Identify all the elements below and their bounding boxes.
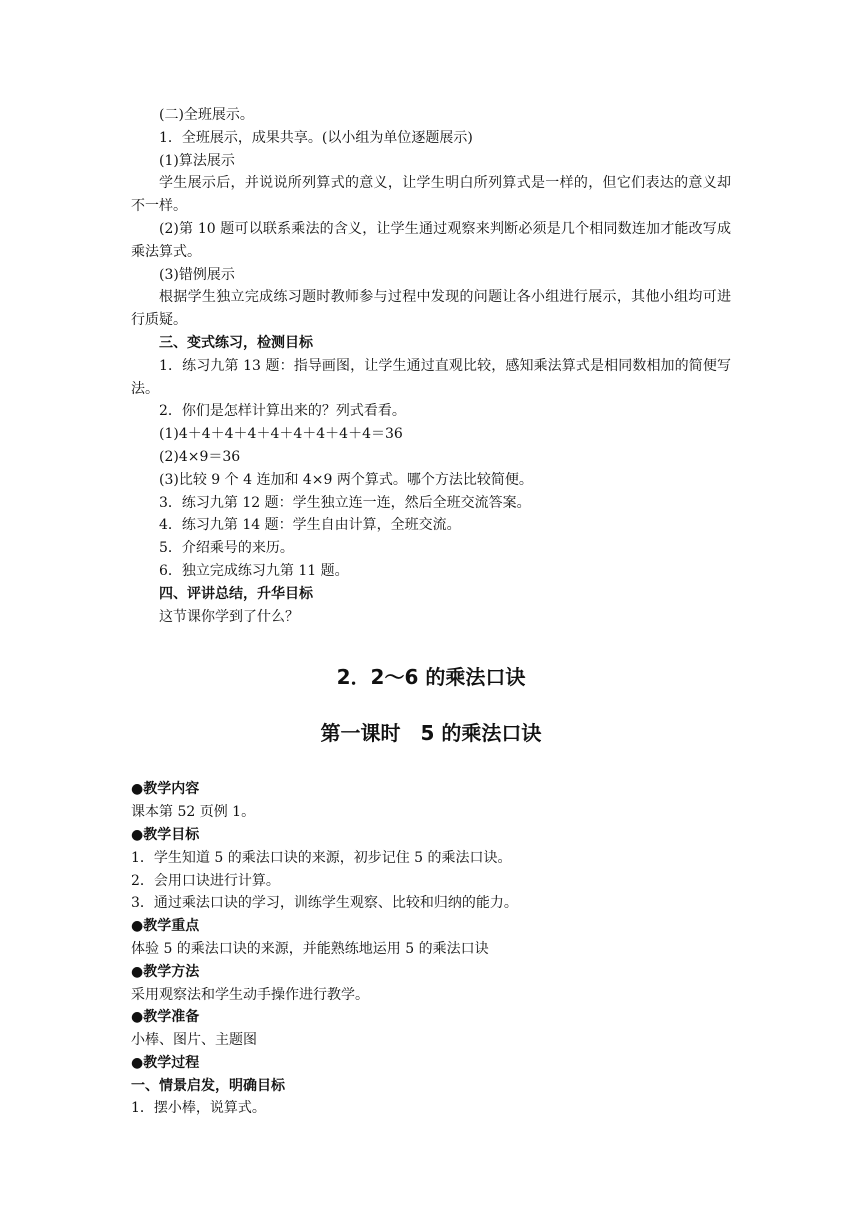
line-compare-formulas: (3)比较 9 个 4 连加和 4×9 两个算式。哪个方法比较简便。 — [159, 471, 533, 488]
goal-item: 2．会用口诀进行计算。 — [131, 872, 280, 889]
line-exercise-14: 4．练习九第 14 题：学生自由计算，全班交流。 — [159, 517, 461, 534]
section-title: 2．2～6 的乘法口诀 — [336, 665, 526, 690]
para-question-10: (2)第 10 题可以联系乘法的含义，让学生通过观察来判断必须是几个相同数连加才能改写成乘法算式。 — [131, 220, 731, 260]
goal-item: 1．学生知道 5 的乘法口诀的来源，初步记住 5 的乘法口诀。 — [131, 849, 512, 866]
heading-summary: 四、评讲总结，升华目标 — [159, 585, 313, 602]
para-group-display: 根据学生独立完成练习题时教师参与过程中发现的问题让各小组进行展示，其他小组均可进行质疑。 — [131, 289, 731, 329]
page-content — [131, 104, 731, 1120]
line-multiply-sign-history: 5．介绍乘号的来历。 — [159, 540, 294, 557]
heading-teaching-prep: ●教学准备 — [131, 1009, 200, 1026]
teaching-content: 课本第 52 页例 1。 — [131, 804, 256, 821]
heading-teaching-method: ●教学方法 — [131, 963, 200, 980]
heading-practice: 三、变式练习，检测目标 — [159, 334, 313, 351]
step-item: 1．摆小棒，说算式。 — [131, 1100, 266, 1117]
line-addition-formula: (1)4＋4＋4＋4＋4＋4＋4＋4＋4＝36 — [159, 426, 403, 443]
line-error-display: (3)错例展示 — [159, 266, 235, 283]
line-how-calculate: 2．你们是怎样计算出来的？列式看看。 — [159, 403, 406, 420]
line-algorithm-display: (1)算法展示 — [159, 152, 235, 169]
line-what-learned: 这节课你学到了什么？ — [159, 608, 299, 625]
teaching-key: 体验 5 的乘法口诀的来源，并能熟练地运用 5 的乘法口诀 — [131, 940, 489, 957]
teaching-method: 采用观察法和学生动手操作进行教学。 — [131, 986, 369, 1003]
para-meaning: 学生展示后，并说说所列算式的意义，让学生明白所列算式是一样的，但它们表达的意义却不一样。 — [131, 175, 731, 215]
line-class-display: (二)全班展示。 — [159, 107, 254, 123]
heading-teaching-content: ●教学内容 — [131, 781, 200, 798]
teaching-prep: 小棒、图片、主题图 — [131, 1032, 257, 1049]
line-exercise-11: 6．独立完成练习九第 11 题。 — [159, 562, 349, 579]
heading-teaching-process: ●教学过程 — [131, 1054, 200, 1071]
lesson-title: 第一课时 5 的乘法口诀 — [320, 721, 542, 746]
step-heading: 一、情景启发，明确目标 — [131, 1077, 285, 1094]
line-share-results: 1．全班展示，成果共享。(以小组为单位逐题展示) — [159, 129, 473, 146]
goal-item: 3．通过乘法口诀的学习，训练学生观察、比较和归纳的能力。 — [131, 895, 518, 912]
line-exercise-12: 3．练习九第 12 题：学生独立连一连，然后全班交流答案。 — [159, 494, 531, 511]
heading-teaching-key: ●教学重点 — [131, 918, 200, 935]
line-multiplication-formula: (2)4×9＝36 — [159, 448, 241, 465]
para-exercise-13: 1．练习九第 13 题：指导画图，让学生通过直观比较，感知乘法算式是相同数相加的简便写法。 — [131, 357, 731, 397]
heading-teaching-goals: ●教学目标 — [131, 826, 200, 843]
